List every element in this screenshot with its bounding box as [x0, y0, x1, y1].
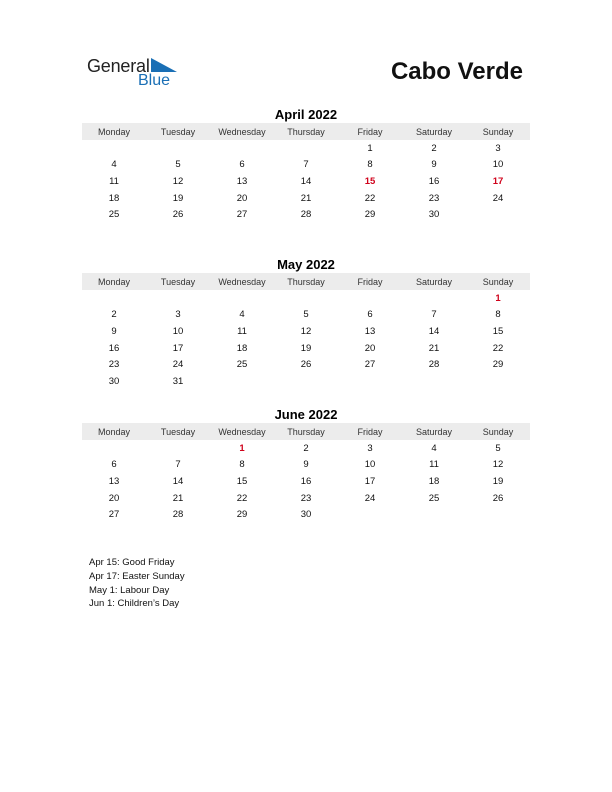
week-row [82, 473, 530, 490]
weekday-label: Wednesday [218, 426, 266, 437]
weekday-label: Friday [357, 426, 383, 437]
day-cell: 21 [428, 342, 440, 354]
day-cell: 28 [428, 359, 440, 371]
day-cell: 7 [175, 459, 181, 471]
day-cell: 9 [431, 159, 437, 171]
holiday-day-cell: 17 [492, 175, 504, 187]
day-cell: 19 [172, 192, 184, 204]
day-cell: 4 [239, 309, 245, 321]
day-cell: 26 [300, 359, 312, 371]
holiday-note: Jun 1: Children’s Day [89, 598, 180, 610]
day-cell: 29 [236, 509, 248, 521]
day-cell: 21 [300, 192, 312, 204]
day-cell: 4 [111, 159, 117, 171]
day-cell: 6 [367, 309, 373, 321]
weekday-label: Monday [97, 426, 131, 437]
day-cell: 22 [236, 492, 248, 504]
day-cell: 11 [237, 325, 247, 337]
month-june [82, 406, 530, 523]
weekday-label: Thursday [287, 126, 325, 137]
day-cell: 2 [303, 442, 309, 454]
day-cell: 16 [300, 475, 312, 487]
logo-blue-text: Blue [138, 72, 171, 89]
week-row [82, 506, 530, 523]
week-row [82, 457, 530, 474]
day-cell: 10 [172, 325, 184, 337]
day-cell: 27 [108, 509, 120, 521]
day-cell: 11 [109, 175, 119, 187]
weekday-header-row [82, 273, 530, 290]
holiday-note: Apr 15: Good Friday [89, 557, 175, 568]
day-cell: 7 [431, 309, 437, 321]
day-cell: 15 [236, 475, 248, 487]
day-cell: 25 [428, 492, 440, 504]
logo-general-text: General [87, 56, 150, 76]
weekday-label: Tuesday [160, 126, 196, 137]
holiday-day-cell: 15 [364, 175, 376, 187]
day-cell: 30 [300, 509, 312, 521]
week-row [82, 356, 530, 373]
day-cell: 16 [428, 175, 440, 187]
day-cell: 12 [492, 459, 504, 471]
day-cell: 31 [172, 375, 184, 387]
holiday-notes [89, 556, 185, 611]
day-cell: 23 [428, 192, 440, 204]
day-cell: 22 [364, 192, 376, 204]
day-cell: 5 [175, 159, 181, 171]
day-cell: 26 [172, 209, 184, 221]
weekday-label: Sunday [482, 276, 514, 287]
day-cell: 16 [108, 342, 120, 354]
weekday-label: Sunday [482, 126, 514, 137]
day-cell: 14 [172, 475, 184, 487]
day-cell: 13 [236, 175, 248, 187]
weekday-label: Wednesday [218, 126, 266, 137]
day-cell: 20 [364, 342, 376, 354]
day-cell: 20 [236, 192, 248, 204]
day-cell: 24 [492, 192, 504, 204]
weekday-label: Saturday [415, 276, 453, 287]
day-cell: 28 [300, 209, 312, 221]
week-row [82, 307, 530, 324]
logo [87, 56, 187, 92]
holiday-day-cell: 1 [239, 442, 245, 454]
day-cell: 26 [492, 492, 504, 504]
day-cell: 21 [172, 492, 184, 504]
week-row [82, 340, 530, 357]
month-title: May 2022 [277, 257, 335, 272]
day-cell: 22 [492, 342, 504, 354]
day-cell: 1 [367, 142, 373, 154]
week-row [82, 323, 530, 340]
weekday-label: Thursday [287, 426, 325, 437]
weekday-label: Monday [97, 126, 131, 137]
day-cell: 10 [492, 159, 504, 171]
day-cell: 5 [495, 442, 501, 454]
weekday-label: Sunday [482, 426, 514, 437]
day-cell: 12 [300, 325, 312, 337]
day-cell: 10 [364, 459, 376, 471]
weekday-label: Friday [357, 126, 383, 137]
day-cell: 28 [172, 509, 184, 521]
day-cell: 17 [172, 342, 184, 354]
weekday-label: Friday [357, 276, 383, 287]
day-cell: 15 [492, 325, 504, 337]
day-cell: 23 [300, 492, 312, 504]
week-row [82, 290, 530, 307]
weekday-label: Tuesday [160, 426, 196, 437]
day-cell: 27 [364, 359, 376, 371]
week-row [82, 206, 530, 223]
day-cell: 12 [172, 175, 184, 187]
day-cell: 9 [303, 459, 309, 471]
logo-triangle-icon [151, 58, 177, 72]
day-cell: 11 [429, 459, 439, 471]
day-cell: 18 [428, 475, 440, 487]
day-cell: 6 [239, 159, 245, 171]
day-cell: 30 [108, 375, 120, 387]
weekday-label: Thursday [287, 276, 325, 287]
week-row [82, 190, 530, 207]
day-cell: 2 [431, 142, 437, 154]
day-cell: 17 [364, 475, 376, 487]
day-cell: 23 [108, 359, 120, 371]
day-cell: 4 [431, 442, 437, 454]
week-row [82, 140, 530, 157]
day-cell: 30 [428, 209, 440, 221]
day-cell: 24 [364, 492, 376, 504]
day-cell: 19 [300, 342, 312, 354]
weekday-label: Saturday [415, 126, 453, 137]
day-cell: 6 [111, 459, 117, 471]
weekday-label: Wednesday [218, 276, 266, 287]
week-row [82, 157, 530, 174]
week-row [82, 490, 530, 507]
weekday-label: Monday [97, 276, 131, 287]
day-cell: 27 [236, 209, 248, 221]
month-title: April 2022 [274, 107, 338, 122]
day-cell: 2 [111, 309, 117, 321]
day-cell: 14 [300, 175, 312, 187]
day-cell: 14 [428, 325, 440, 337]
day-cell: 19 [492, 475, 504, 487]
weekday-label: Tuesday [160, 276, 196, 287]
holiday-day-cell: 1 [495, 292, 501, 304]
country-title: Cabo Verde [390, 58, 523, 85]
day-cell: 7 [303, 159, 309, 171]
week-row [82, 173, 530, 190]
day-cell: 13 [364, 325, 376, 337]
month-may [82, 256, 530, 390]
day-cell: 8 [495, 309, 501, 321]
day-cell: 18 [108, 192, 120, 204]
month-april [82, 106, 530, 223]
day-cell: 25 [236, 359, 248, 371]
day-cell: 8 [367, 159, 373, 171]
day-cell: 9 [111, 325, 117, 337]
day-cell: 5 [303, 309, 309, 321]
day-cell: 29 [492, 359, 504, 371]
month-title: June 2022 [274, 407, 338, 422]
day-cell: 13 [108, 475, 120, 487]
day-cell: 3 [495, 142, 501, 154]
holiday-note: May 1: Labour Day [89, 584, 170, 596]
day-cell: 3 [367, 442, 373, 454]
day-cell: 29 [364, 209, 376, 221]
week-row [82, 373, 530, 390]
holiday-note: Apr 17: Easter Sunday [89, 570, 185, 582]
day-cell: 25 [108, 209, 120, 221]
weekday-label: Saturday [415, 426, 453, 437]
day-cell: 8 [239, 459, 245, 471]
day-cell: 3 [175, 309, 181, 321]
day-cell: 20 [108, 492, 120, 504]
day-cell: 18 [236, 342, 248, 354]
weekday-header-row [82, 123, 530, 140]
week-row [82, 440, 530, 457]
day-cell: 24 [172, 359, 184, 371]
weekday-header-row [82, 423, 530, 440]
